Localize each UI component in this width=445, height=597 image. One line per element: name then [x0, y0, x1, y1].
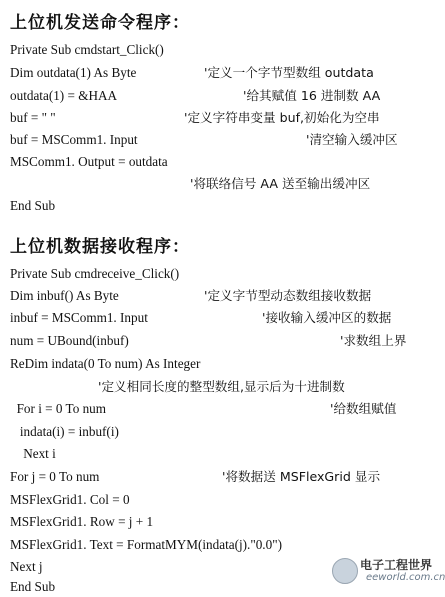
- watermark-name: 电子工程世界: [360, 558, 433, 572]
- code-comment: '给数组赋值: [330, 401, 397, 416]
- code-line: ReDim indata(0 To num) As Integer: [10, 356, 201, 371]
- code-line: Private Sub cmdreceive_Click(): [10, 266, 180, 281]
- code-line: MSComm1. Output = outdata: [10, 154, 168, 169]
- section-heading-receive: 上位机数据接收程序：: [10, 237, 190, 257]
- eeworld-watermark: [332, 554, 445, 594]
- code-line: buf = MSComm1. Input: [10, 132, 138, 147]
- code-line: Private Sub cmdstart_Click(): [10, 42, 164, 57]
- code-line: Dim inbuf() As Byte: [10, 288, 119, 303]
- code-comment: '求数组上界: [340, 333, 407, 348]
- code-line: Next j: [10, 559, 43, 574]
- code-line: outdata(1) = &HAA: [10, 88, 118, 103]
- code-comment: '将联络信号 AA 送至输出缓冲区: [190, 176, 371, 191]
- code-comment: '接收输入缓冲区的数据: [262, 310, 392, 325]
- code-line: For i = 0 To num: [10, 401, 107, 416]
- code-line: End Sub: [10, 198, 56, 213]
- code-comment: '定义字节型动态数组接收数据: [204, 288, 372, 303]
- code-line: MSFlexGrid1. Text = FormatMYM(indata(j)."0.0"): [10, 537, 282, 552]
- eeworld-logo-icon: [332, 558, 358, 584]
- code-line: MSFlexGrid1. Row = j + 1: [10, 514, 154, 529]
- code-line: End Sub: [10, 579, 56, 594]
- code-line: indata(i) = inbuf(i): [10, 424, 119, 439]
- code-comment: '定义相同长度的整型数组,显示后为十进制数: [98, 379, 345, 394]
- code-line: buf = " ": [10, 110, 56, 125]
- code-line: inbuf = MSComm1. Input: [10, 310, 148, 325]
- watermark-site: eeworld.com.cn: [366, 572, 445, 583]
- code-comment: '定义一个字节型数组 outdata: [204, 65, 374, 80]
- section-heading-send: 上位机发送命令程序：: [10, 13, 190, 33]
- code-line: Dim outdata(1) As Byte: [10, 65, 137, 80]
- code-comment: '定义字符串变量 buf,初始化为空串: [184, 110, 380, 125]
- code-comment: '清空输入缓冲区: [306, 132, 398, 147]
- code-line: MSFlexGrid1. Col = 0: [10, 492, 130, 507]
- code-line: Next i: [10, 446, 56, 461]
- code-line: For j = 0 To num: [10, 469, 100, 484]
- code-comment: '将数据送 MSFlexGrid 显示: [222, 469, 381, 484]
- code-comment: '给其赋值 16 进制数 AA: [243, 88, 381, 103]
- code-line: num = UBound(inbuf): [10, 333, 129, 348]
